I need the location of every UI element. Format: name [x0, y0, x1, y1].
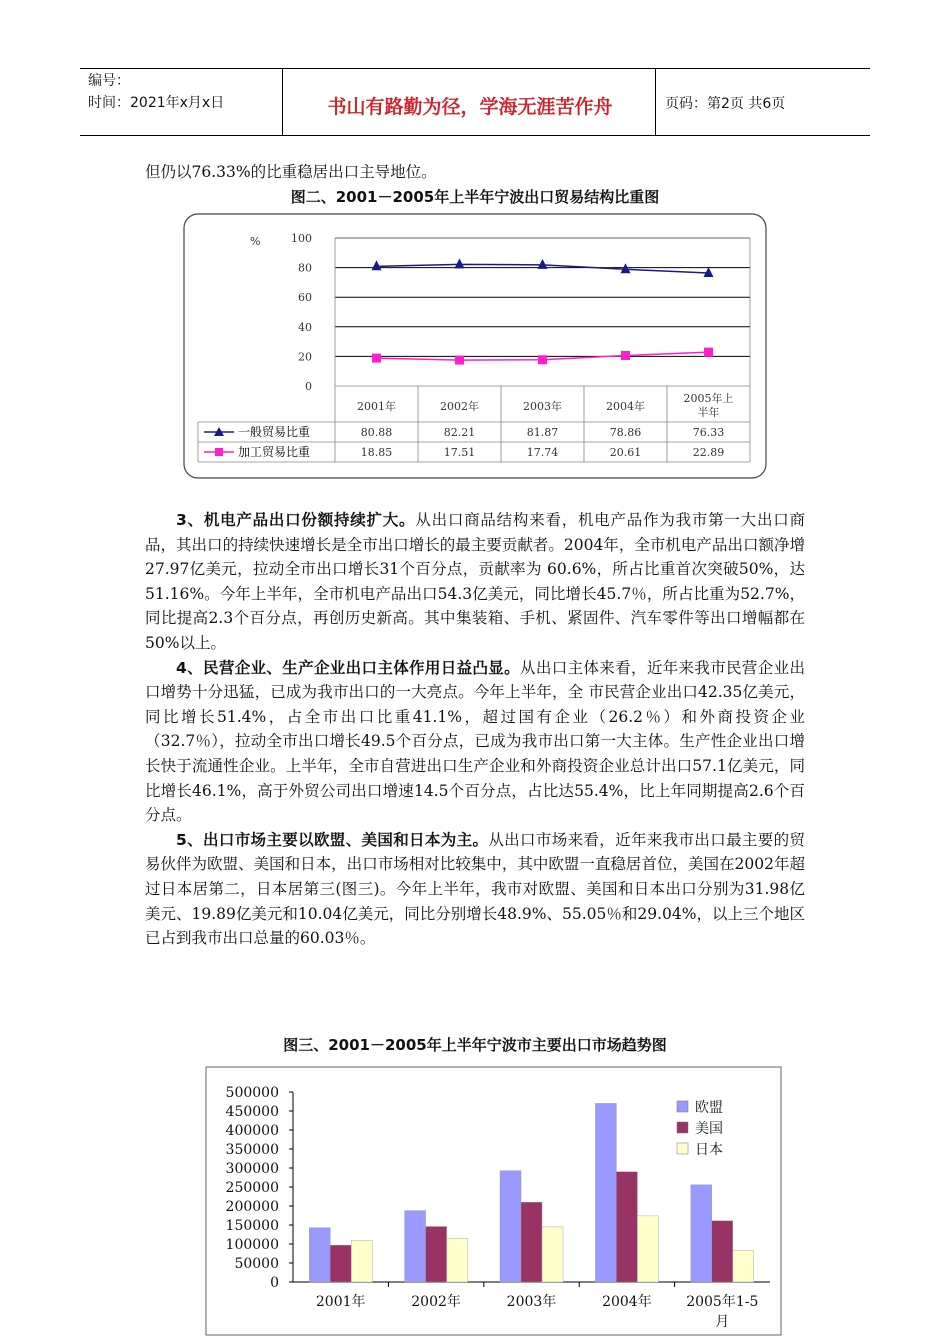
header-number: 编号： — [88, 73, 130, 89]
figure3-bar — [712, 1221, 733, 1282]
figure2-category-label: 2005年上 — [683, 392, 734, 405]
figure2-value-label: 20.61 — [609, 446, 642, 459]
figure3-y-tick-label: 250000 — [225, 1180, 279, 1196]
figure3-bar — [351, 1240, 372, 1282]
figure2-point — [621, 351, 630, 360]
paragraph-5-body: 从出口市场来看，近年来我市出口最主要的贸易伙伴为欧盟、美国和日本，出口市场相对比较集中，其中欧盟一直稳居首位，美国在2002年超过日本居第二，日本居第三(图三)。今年上半年，我市对欧盟、美国和日本出口分别为31.98亿美元、19.89亿美元和10.04亿美元，同比分别增长48.9%、55.05％和29.04%，以上三个地区已占到我市出口总量的60.03％。 — [145, 830, 805, 948]
figure2-y-tick-label: 60 — [298, 291, 312, 305]
figure3-bar — [542, 1227, 563, 1282]
paragraph-5-heading: 5、出口市场主要以欧盟、美国和日本为主。 — [176, 830, 489, 849]
figure3-bar — [616, 1172, 637, 1282]
figure2-point — [455, 356, 464, 365]
figure3-y-tick-label: 50000 — [234, 1256, 279, 1272]
figure3-bar — [595, 1103, 616, 1282]
figure3-y-tick-label: 350000 — [225, 1142, 279, 1158]
figure3-legend-label: 美国 — [695, 1121, 723, 1137]
figure2-value-label: 17.51 — [443, 446, 476, 459]
figure3-bar — [691, 1185, 712, 1282]
figure2-y-tick-label: 0 — [305, 380, 312, 393]
figure3-category-label: 2004年 — [602, 1294, 652, 1310]
figure2-legend-label: 加工贸易比重 — [238, 445, 311, 459]
figure3-legend-swatch — [677, 1101, 688, 1112]
figure2-value-label: 80.88 — [360, 426, 393, 439]
figure2-value-label: 18.85 — [360, 446, 393, 459]
figure3-y-tick-label: 0 — [270, 1275, 279, 1291]
figure3-bar — [637, 1216, 658, 1282]
figure2-value-label: 17.74 — [526, 446, 559, 459]
figure2-y-tick-label: 80 — [298, 261, 312, 275]
figure3-bar — [521, 1202, 542, 1282]
figure2-category-label: 2004年 — [606, 400, 645, 413]
paragraph-4-heading: 4、民营企业、生产企业出口主体作用日益凸显。 — [176, 658, 521, 677]
figure2-category-label: 2003年 — [523, 400, 562, 413]
figure3-category-label: 2003年 — [506, 1294, 557, 1310]
figure2-unit-label: % — [250, 235, 261, 248]
paragraph-4 — [145, 656, 805, 828]
figure3-y-tick-label: 200000 — [225, 1199, 279, 1215]
figure2-title: 图二、2001－2005年上半年宁波出口贸易结构比重图 — [290, 188, 660, 206]
body-paragraphs — [145, 508, 805, 951]
figure2-legend-label: 一般贸易比重 — [238, 425, 311, 439]
figure3-bar — [426, 1227, 447, 1282]
figure2-category-label: 2002年 — [440, 400, 479, 413]
header-divider-1 — [282, 68, 283, 136]
paragraph-3-heading: 3、机电产品出口份额持续扩大。 — [176, 511, 416, 529]
figure3-y-tick-label: 100000 — [225, 1237, 279, 1253]
figure3-legend-label: 欧盟 — [695, 1100, 723, 1116]
figure2-value-label: 81.87 — [526, 426, 559, 439]
figure3-category-label: 2002年 — [411, 1294, 461, 1310]
header-divider-2 — [655, 68, 656, 136]
figure2-legend-marker — [215, 448, 223, 456]
figure3-legend-swatch — [677, 1143, 688, 1154]
figure3-legend-label: 日本 — [695, 1142, 723, 1158]
figure2-y-tick-label: 20 — [298, 350, 312, 364]
figure2-point — [704, 348, 713, 357]
figure3-y-tick-label: 150000 — [225, 1218, 279, 1234]
figure2-chart — [180, 210, 770, 482]
figure2-value-label: 82.21 — [443, 426, 476, 439]
figure2-value-label: 22.89 — [692, 446, 725, 459]
figure3-bar — [309, 1228, 330, 1282]
figure3-category-label: 2005年1-5 — [686, 1294, 759, 1310]
header-meta — [88, 70, 224, 114]
paragraph-5 — [145, 828, 805, 951]
figure2-value-label: 78.86 — [609, 426, 642, 439]
figure3-bar — [405, 1211, 426, 1282]
figure3-bar — [500, 1171, 521, 1282]
header-motto: 书山有路勤为径，学海无涯苦作舟 — [327, 96, 613, 118]
header-top-rule — [80, 68, 870, 69]
figure3-bar — [330, 1245, 351, 1282]
figure2-category-label: 半年 — [697, 406, 720, 419]
figure3-bar — [733, 1250, 754, 1282]
figure3-bar — [447, 1238, 468, 1282]
figure2-point — [538, 355, 547, 364]
figure3-legend — [677, 1100, 723, 1158]
figure2-y-tick-label: 40 — [298, 320, 312, 334]
figure3-y-tick-label: 400000 — [225, 1123, 279, 1139]
figure3-title: 图三、2001－2005年上半年宁波市主要出口市场趋势图 — [283, 1036, 667, 1054]
figure3-y-tick-label: 450000 — [225, 1104, 279, 1120]
figure3-y-tick-label: 500000 — [225, 1085, 279, 1101]
header-page-info: 页码：第2页 共6页 — [665, 96, 786, 112]
figure2-point — [372, 354, 381, 363]
figure3-y-tick-label: 300000 — [225, 1161, 279, 1177]
paragraph-3 — [145, 508, 805, 656]
figure3-category-label: 2001年 — [315, 1294, 366, 1310]
paragraph-4-body: 从出口主体来看，近年来我市民营企业出口增势十分迅猛，已成为我市出口的一大亮点。今年上半年，全 市民营企业出口42.35亿美元，同比增长51.4%，占全市出口比重41.1%，超过国有企业（26.2％）和外商投资企业（32.7％），拉动全市出口增长49.5个百分点，已成为我市出口第一大主体。生产性企业出口增长快于流通性企业。上半年，全市自营进出口生产企业和外商投资企业总计出口57.1亿美元，同比增长46.1%，高于外贸公司出口增速14.5个百分点，占比达55.4%，比上年同期提高2.6个百分点。 — [145, 658, 805, 825]
intro-text: 但仍以76.33%的比重稳居出口主导地位。 — [145, 163, 437, 181]
intro-line — [145, 160, 805, 185]
figure2-value-label: 76.33 — [692, 426, 725, 439]
header-time: 时间：2021年x月x日 — [88, 95, 225, 111]
figure2-y-tick-label: 100 — [291, 232, 312, 245]
figure3-legend-swatch — [677, 1122, 688, 1133]
figure3-category-label: 月 — [715, 1314, 730, 1330]
figure2-category-label: 2001年 — [357, 400, 396, 413]
header-bottom-rule — [80, 135, 870, 136]
paragraph-3-body: 从出口商品结构来看，机电产品作为我市第一大出口商品，其出口的持续快速增长是全市出口增长的最主要贡献者。2004年，全市机电产品出口额净增27.97亿美元，拉动全市出口增长31个百分点，贡献率为 60.6%，所占比重首次突破50%，达51.16%。今年上半年，全市机电产品出口54.3亿美元，同比增长45.7％，所占比重为52.7%，同比提高2.3个百分点，再创历史新高。其中集装箱、手机、紧固件、汽车零件等出口增幅都在50%以上。 — [145, 511, 805, 652]
figure3-chart — [205, 1066, 785, 1338]
